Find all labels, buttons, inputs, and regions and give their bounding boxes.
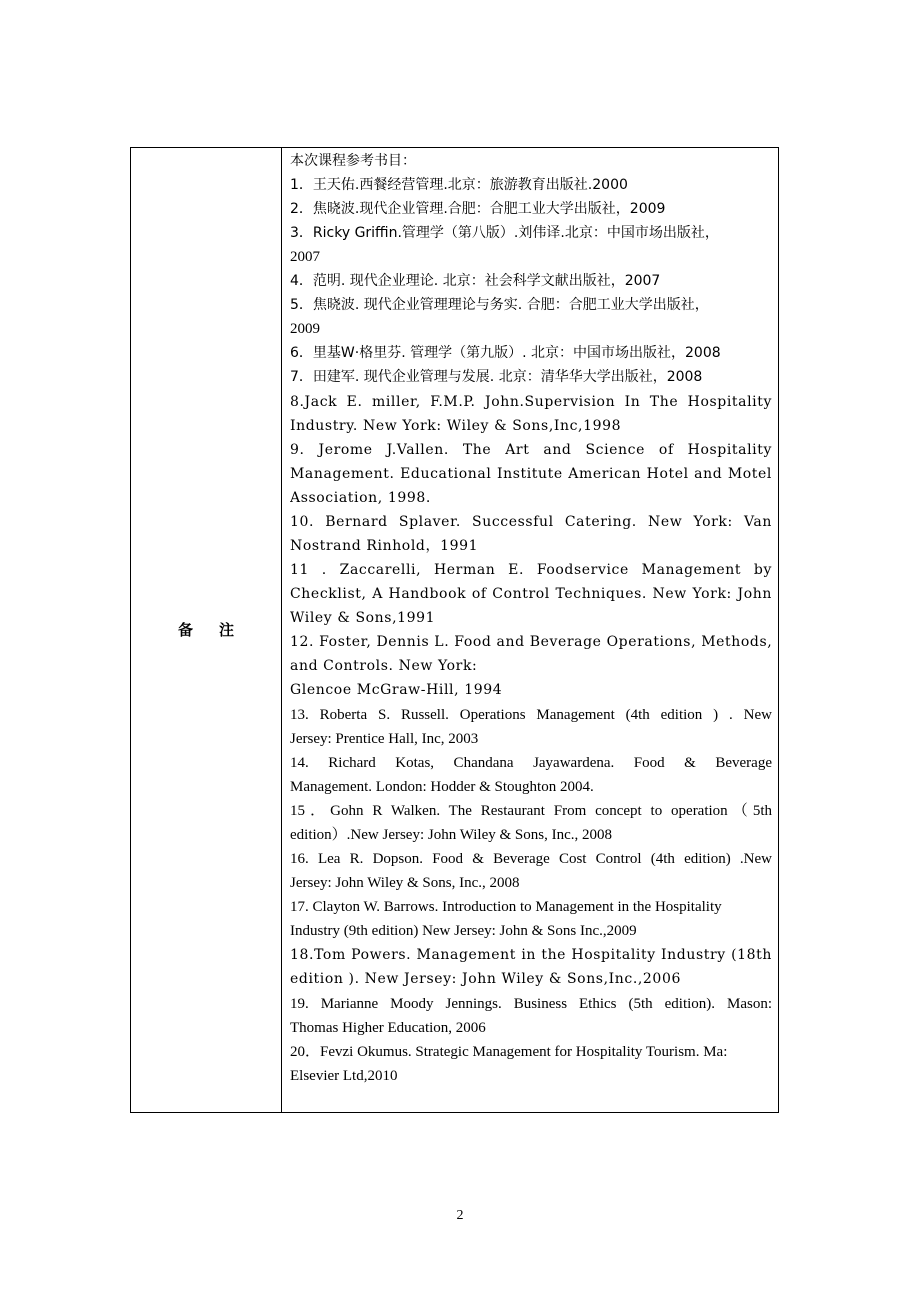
reference-line: 20．Fevzi Okumus. Strategic Management for Hospitality Tourism. Ma: — [290, 1044, 728, 1060]
reference-line: Wiley & Sons,1991 — [290, 610, 436, 626]
reference-line: 2009 — [290, 321, 320, 337]
reference-line: 6．里基W·格里芬. 管理学（第九版）. 北京：中国市场出版社，2008 — [290, 345, 721, 361]
reference-line: Jersey: Prentice Hall, Inc, 2003 — [290, 731, 479, 747]
reference-line: Thomas Higher Education, 2006 — [290, 1020, 486, 1036]
remarks-label: 备注 — [177, 621, 260, 639]
reference-line: 5．焦晓波. 现代企业管理理论与务实. 合肥：合肥工业大学出版社， — [290, 297, 709, 313]
references-intro: 本次课程参考书目： — [290, 153, 416, 169]
reference-line: 13. Roberta S. Russell. Operations Management (4th edition ) . New — [290, 707, 772, 723]
references-cell — [282, 148, 778, 1112]
reference-line: 2．焦晓波.现代企业管理.合肥：合肥工业大学出版社，2009 — [290, 201, 666, 217]
reference-line: 3．Ricky Griffin.管理学（第八版）.刘伟译.北京：中国市场出版社， — [290, 225, 719, 241]
reference-line: Management. Educational Institute American Hotel and Motel — [290, 466, 772, 482]
reference-line: 7．田建军. 现代企业管理与发展. 北京：清华华大学出版社，2008 — [290, 369, 703, 385]
reference-line: Elsevier Ltd,2010 — [290, 1068, 398, 1084]
reference-line: 8.Jack E. miller, F.M.P. John.Supervision In The Hospitality — [290, 394, 772, 410]
reference-line: Nostrand Rinhold，1991 — [290, 538, 479, 554]
reference-line: Industry (9th edition) New Jersey: John & Sons Inc.,2009 — [290, 923, 637, 939]
reference-line: 14. Richard Kotas, Chandana Jayawardena. Food & Beverage — [290, 755, 772, 771]
remarks-table — [130, 147, 779, 1113]
reference-line: 15．Gohn R Walken. The Restaurant From concept to operation（5th — [290, 803, 772, 819]
reference-line: and Controls. New York: — [290, 658, 478, 674]
reference-line: 12. Foster, Dennis L. Food and Beverage Operations, Methods, — [290, 634, 772, 650]
reference-line: Management. London: Hodder & Stoughton 2004. — [290, 779, 594, 795]
reference-line: Industry. New York: Wiley & Sons,Inc,1998 — [290, 418, 622, 434]
reference-line: 19. Marianne Moody Jennings. Business Ethics (5th edition). Mason: — [290, 996, 772, 1012]
reference-line: edition ). New Jersey: John Wiley & Sons,Inc.,2006 — [290, 971, 681, 987]
reference-line: Glencoe McGraw-Hill, 1994 — [290, 682, 503, 698]
reference-line: 17. Clayton W. Barrows. Introduction to Management in the Hospitality — [290, 899, 722, 915]
reference-line: Checklist, A Handbook of Control Techniques. New York: John — [290, 586, 772, 602]
reference-line: 18.Tom Powers. Management in the Hospitality Industry (18th — [290, 947, 772, 963]
reference-line: 2007 — [290, 249, 320, 265]
reference-line: 16. Lea R. Dopson. Food & Beverage Cost Control (4th edition) .New — [290, 851, 772, 867]
reference-line: edition）.New Jersey: John Wiley & Sons, Inc., 2008 — [290, 827, 613, 843]
reference-line: Jersey: John Wiley & Sons, Inc., 2008 — [290, 875, 520, 891]
remarks-label-cell — [131, 148, 282, 1112]
reference-line: 11 . Zaccarelli, Herman E. Foodservice Management by — [290, 562, 772, 578]
reference-line: Association, 1998. — [290, 490, 431, 506]
reference-line: 4．范明. 现代企业理论. 北京：社会科学文献出版社，2007 — [290, 273, 661, 289]
page-number: 2 — [456, 1208, 464, 1223]
reference-line: 10. Bernard Splaver. Successful Catering. New York: Van — [290, 514, 772, 530]
reference-line: 1．王天佑.西餐经营管理.北京：旅游教育出版社.2000 — [290, 177, 628, 193]
reference-line: 9. Jerome J.Vallen. The Art and Science of Hospitality — [290, 442, 772, 458]
